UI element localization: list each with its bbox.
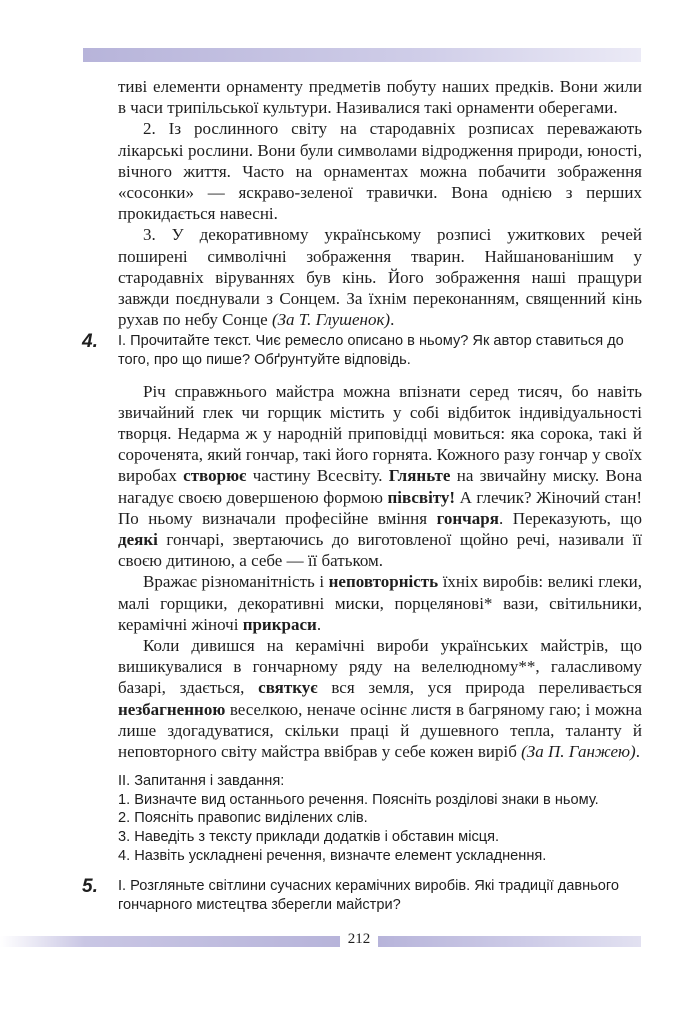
reading-text xyxy=(118,381,642,763)
highlighted-word: гончаря xyxy=(436,508,499,528)
text-continuation xyxy=(118,76,642,330)
question-item: 2. Поясніть правопис виділених слів. xyxy=(118,810,368,827)
task-number-4: 4. xyxy=(82,331,98,353)
highlighted-word: деякі xyxy=(118,530,158,550)
paragraph-3: 3. У декоративному українському розписі ужиткових речей поширені символічні зображення тварин. Найшанованішим у стародавніх віруваннях був кінь. Його зображення наші пращури завжди поєднували з Сонцем. За їхнім переконанням, священний кінь рухав по небу Сонце (За Т. Глушенок). xyxy=(118,225,642,330)
footer-decor-bar-right xyxy=(378,936,641,947)
highlighted-word: незбагненною xyxy=(118,699,226,719)
task-5 xyxy=(82,876,642,914)
questions-list xyxy=(118,791,642,865)
source-citation-2: (За П. Ганжею) xyxy=(521,742,636,762)
text-run: гончарі, звертаючись до виготовленої щойно речі, називали її своєю дитиною, а себе — її батьком. xyxy=(118,530,642,571)
highlighted-word: Гляньте xyxy=(388,466,451,486)
task-number-5: 5. xyxy=(82,876,98,898)
text-run: Вражає різноманітність і xyxy=(143,572,329,592)
text-run: вся земля, уся природа переливається xyxy=(317,678,643,698)
highlighted-word: створює xyxy=(183,466,247,486)
paragraph-2: 2. Із рослинного світу на стародавніх розписах переважають лікарські рослини. Вони були символами відродження природи, юності, вічного життя. Часто на орнаментах можна побачити зображення «сосонки» — яскраво-зеленої травички. Вона однією з перших прокидається навесні. xyxy=(118,119,642,224)
text-run: Річ справжнього майстра можна впізнати серед тисяч, бо навіть звичайний глек чи горщик містить у собі відбиток індивідуальності творця. Недарма ж у народній приповідці мовиться: яка сорока, такі й сороченята, який гончар, такі його горнята. Кожного разу гончар у своїх виробах xyxy=(118,381,642,486)
questions-block xyxy=(118,772,642,865)
text-run: А глечик? Жіночий стан! По ньому визначали професійне вміння xyxy=(118,487,642,528)
page-content xyxy=(82,76,643,914)
paragraph-1: тиві елементи орнаменту предметів побуту наших предків. Вони жили в часи трипільської культури. Називалися такі орнаменти оберегами. xyxy=(118,77,642,118)
task-4-instruction: І. Прочитайте текст. Чиє ремесло описано в ньому? Як автор ставиться до того, про що пише? Обґрунтуйте відповідь. xyxy=(118,333,624,369)
reading-paragraph-3: Коли дивишся на керамічні вироби українських майстрів, що вишикувалися в гончарному ряду на велелюдному**, галасливому базарі, здається, святкує вся земля, уся природа переливається незбагненною веселкою, неначе осіннє листя в багряному гаю; і можна лише здогадуватися, скільки праці й душевного тепла, таланту й неповторного світу майстра ввібрав у себе кожен виріб (За П. Ганжею). xyxy=(118,636,643,762)
task-5-instruction: І. Розгляньте світлини сучасних керамічних виробів. Які традиції давнього гончарного мистецтва зберегли майстри? xyxy=(118,878,620,913)
questions-title: ІІ. Запитання і завдання: xyxy=(118,773,285,790)
page-number: 212 xyxy=(347,931,371,947)
text-run: . Переказують, що xyxy=(498,508,642,528)
source-citation-1: (За Т. Глушенок) xyxy=(271,310,391,330)
question-item: 1. Визначте вид останнього речення. Поясніть розділові знаки в ньому. xyxy=(118,791,599,808)
paragraph-3-text: 3. У декоративному українському розписі ужиткових речей поширені символічні зображення тварин. Найшанованішим у стародавніх віруваннях був кінь. Його зображення наші пращури завжди поєднували з Сонцем. За їхнім переконанням, священний кінь рухав по небу Сонце xyxy=(118,225,642,330)
highlighted-word: півсвіту! xyxy=(387,487,456,507)
question-item: 3. Наведіть з тексту приклади додатків і обставин місця. xyxy=(118,829,500,846)
task-4 xyxy=(82,331,642,369)
highlighted-word: неповторність xyxy=(328,572,439,592)
footer-decor-bar-left xyxy=(0,936,340,947)
header-decor-bar xyxy=(83,48,641,62)
reading-paragraph-1 xyxy=(118,381,642,572)
question-item: 4. Назвіть ускладнені речення, визначте елемент ускладнення. xyxy=(118,847,547,864)
text-run: частину Всесвіту. xyxy=(246,466,389,486)
highlighted-word: прикраси xyxy=(242,614,317,634)
text-run: . xyxy=(316,614,322,634)
text-run: їхніх виробів: великі глеки, малі горщики, декоративні миски, порцелянові* вази, світильники, керамічні жіночі xyxy=(118,572,642,634)
reading-paragraph-2 xyxy=(118,571,642,635)
text-run: на звичайну миску. Вона нагадує своєю довершеною формою xyxy=(118,466,642,507)
text-run: веселкою, неначе осіннє листя в багряному гаю; і можна лише здогадуватися, скільки праці й душевного тепла, таланту й неповторного світу майстра ввібрав у себе кожен виріб xyxy=(118,699,642,762)
highlighted-word: святкує xyxy=(258,678,318,698)
text-run: Коли дивишся на керамічні вироби українських майстрів, що вишикувалися в гончарному ряду на велелюдному**, галасливому базарі, здається, xyxy=(118,636,642,698)
